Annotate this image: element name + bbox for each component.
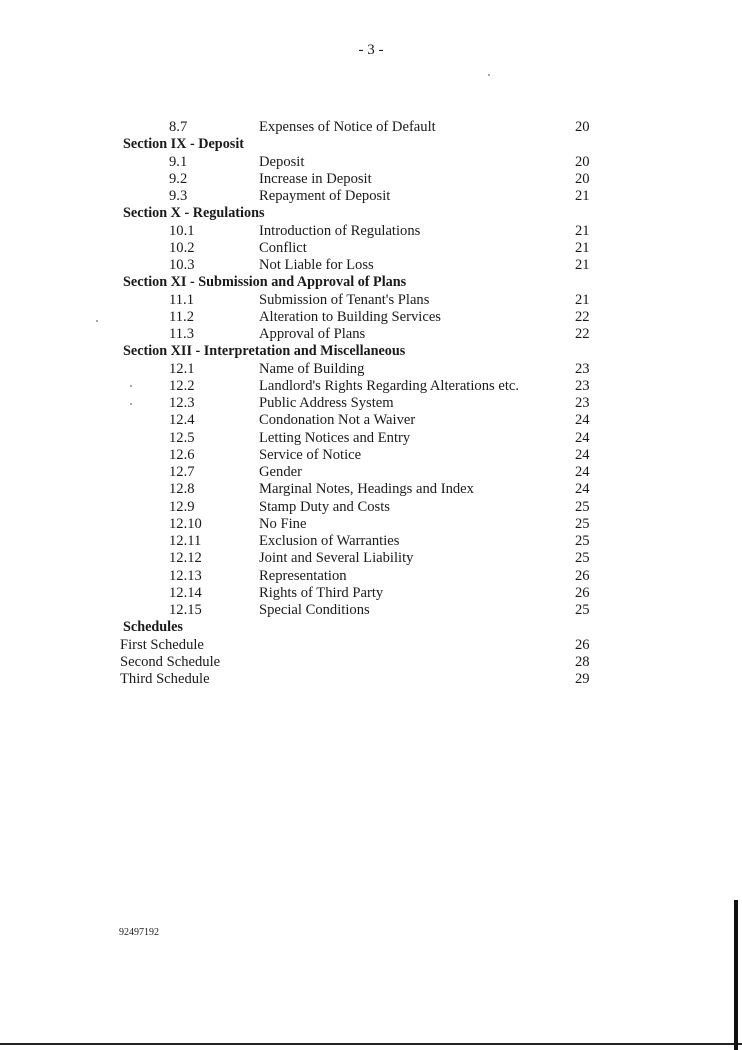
page-reference: 21 <box>575 222 590 239</box>
clause-number: 9.3 <box>169 188 188 204</box>
page-reference: 26 <box>575 636 590 653</box>
clause-title: Not Liable for Loss <box>259 257 374 273</box>
toc-item-row <box>0 412 742 429</box>
toc-item-row <box>0 602 742 619</box>
toc-schedule-row <box>0 654 742 671</box>
toc-section-heading <box>0 205 742 222</box>
toc-item-row <box>0 326 742 343</box>
page-reference: 21 <box>575 188 590 204</box>
toc-item-row <box>0 154 742 171</box>
toc-item-row <box>0 533 742 550</box>
clause-title: Name of Building <box>259 360 365 377</box>
clause-title: Expenses of Notice of Default <box>259 119 436 135</box>
section-heading: Section XII - Interpretation and Miscellaneous <box>123 343 406 360</box>
bottom-scan-edge <box>0 1043 742 1045</box>
toc-item-row <box>0 464 742 481</box>
clause-number: 12.10 <box>169 515 202 532</box>
clause-title: Alteration to Building Services <box>259 308 441 325</box>
schedule-title: First Schedule <box>120 636 204 653</box>
page-reference: 22 <box>575 308 590 325</box>
toc-item-row <box>0 378 742 395</box>
toc-item-row <box>0 119 742 136</box>
clause-title: Approval of Plans <box>259 326 366 342</box>
clause-number: 12.8 <box>169 481 195 498</box>
clause-title: Submission of Tenant's Plans <box>259 291 430 308</box>
page-reference: 20 <box>575 170 590 187</box>
clause-number: 10.1 <box>169 222 195 239</box>
toc-item-row <box>0 395 742 412</box>
page-reference: 25 <box>575 515 590 532</box>
clause-number: 11.1 <box>169 291 194 308</box>
clause-title: Exclusion of Warranties <box>259 533 400 549</box>
toc-item-row <box>0 361 742 378</box>
toc-item-row <box>0 550 742 567</box>
clause-number: 12.6 <box>169 446 195 463</box>
clause-title: Joint and Several Liability <box>259 550 414 567</box>
toc-item-row <box>0 499 742 516</box>
clause-title: Special Conditions <box>259 602 370 618</box>
page-reference: 24 <box>575 446 590 463</box>
page-reference: 24 <box>575 481 590 498</box>
clause-number: 12.1 <box>169 360 195 377</box>
section-heading: Schedules <box>123 619 183 636</box>
clause-number: 12.9 <box>169 498 195 515</box>
clause-title: Representation <box>259 567 347 584</box>
clause-number: 10.3 <box>169 257 195 273</box>
clause-number: 12.13 <box>169 567 202 584</box>
page-reference: 23 <box>575 377 590 394</box>
toc-section-heading <box>0 136 742 153</box>
toc-item-row <box>0 257 742 274</box>
clause-number: 12.3 <box>169 395 195 411</box>
page-reference: 23 <box>575 395 590 411</box>
toc-item-row <box>0 240 742 257</box>
clause-title: Conflict <box>259 239 307 256</box>
toc-item-row <box>0 481 742 498</box>
toc-item-row <box>0 585 742 602</box>
toc-section-heading <box>0 619 742 636</box>
clause-number: 12.14 <box>169 584 202 601</box>
page-reference: 20 <box>575 119 590 135</box>
clause-title: Condonation Not a Waiver <box>259 412 416 429</box>
page-reference: 26 <box>575 584 590 601</box>
toc-section-heading <box>0 274 742 291</box>
toc-item-row <box>0 430 742 447</box>
scan-speck <box>130 403 132 405</box>
clause-title: Deposit <box>259 153 305 170</box>
toc-item-row <box>0 516 742 533</box>
clause-title: Landlord's Rights Regarding Alterations etc. <box>259 377 520 394</box>
page-reference: 24 <box>575 429 590 446</box>
page-reference: 25 <box>575 498 590 515</box>
page-reference: 21 <box>575 257 590 273</box>
clause-number: 12.2 <box>169 377 195 394</box>
page-reference: 25 <box>575 550 590 567</box>
schedule-title: Second Schedule <box>120 653 221 670</box>
toc-schedule-row <box>0 637 742 654</box>
schedule-title: Third Schedule <box>120 671 210 687</box>
toc-item-row <box>0 223 742 240</box>
clause-number: 12.11 <box>169 533 202 549</box>
clause-title: Stamp Duty and Costs <box>259 498 390 515</box>
section-heading: Section XI - Submission and Approval of Plans <box>123 274 407 291</box>
clause-title: Letting Notices and Entry <box>259 429 411 446</box>
clause-number: 11.2 <box>169 308 194 325</box>
clause-number: 12.5 <box>169 429 195 446</box>
page-reference: 29 <box>575 671 590 687</box>
toc-item-row <box>0 292 742 309</box>
clause-number: 9.1 <box>169 153 188 170</box>
clause-number: 12.15 <box>169 602 202 618</box>
clause-title: Service of Notice <box>259 446 362 463</box>
toc-item-row <box>0 188 742 205</box>
clause-number: 12.12 <box>169 550 202 567</box>
page-reference: 24 <box>575 464 590 480</box>
page-number: - 3 - <box>358 42 384 58</box>
scan-speck <box>96 320 98 322</box>
clause-title: Introduction of Regulations <box>259 222 421 239</box>
toc-item-row <box>0 309 742 326</box>
toc-item-row <box>0 447 742 464</box>
scan-speck <box>130 385 132 387</box>
clause-title: Marginal Notes, Headings and Index <box>259 481 474 498</box>
clause-title: Public Address System <box>259 395 394 411</box>
clause-number: 11.3 <box>169 326 194 342</box>
table-of-contents <box>0 119 742 688</box>
page-reference: 26 <box>575 567 590 584</box>
toc-section-heading <box>0 343 742 360</box>
clause-number: 8.7 <box>169 119 188 135</box>
section-heading: Section X - Regulations <box>123 205 265 222</box>
page-reference: 28 <box>575 653 590 670</box>
clause-title: Increase in Deposit <box>259 170 372 187</box>
toc-item-row <box>0 568 742 585</box>
document-code: 92497192 <box>119 927 159 938</box>
page-reference: 20 <box>575 153 590 170</box>
clause-number: 12.4 <box>169 412 195 429</box>
page-reference: 24 <box>575 412 590 429</box>
clause-title: Rights of Third Party <box>259 584 384 601</box>
page-reference: 21 <box>575 239 590 256</box>
scan-speck <box>488 74 490 76</box>
toc-schedule-row <box>0 671 742 688</box>
clause-number: 9.2 <box>169 170 188 187</box>
clause-number: 12.7 <box>169 464 195 480</box>
clause-title: No Fine <box>259 515 307 532</box>
page-reference: 25 <box>575 533 590 549</box>
page-reference: 22 <box>575 326 590 342</box>
clause-title: Repayment of Deposit <box>259 188 391 204</box>
page-reference: 21 <box>575 291 590 308</box>
clause-number: 10.2 <box>169 239 195 256</box>
toc-item-row <box>0 171 742 188</box>
right-scan-edge <box>734 900 738 1050</box>
section-heading: Section IX - Deposit <box>123 136 244 153</box>
page-reference: 25 <box>575 602 590 618</box>
clause-title: Gender <box>259 464 302 480</box>
page-reference: 23 <box>575 360 590 377</box>
